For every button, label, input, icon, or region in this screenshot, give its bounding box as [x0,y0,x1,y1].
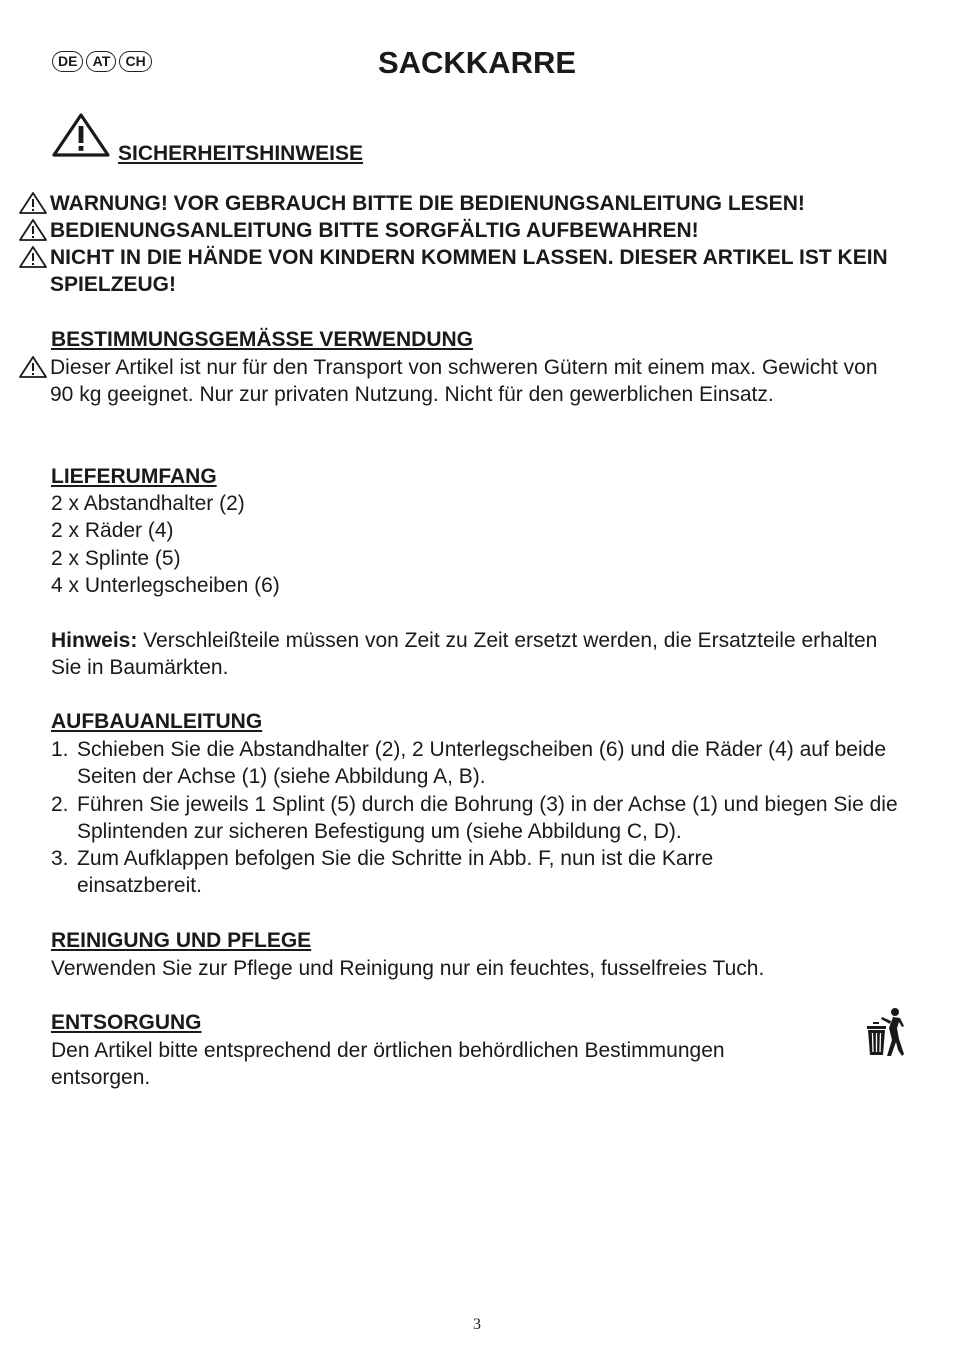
assembly-heading: AUFBAUANLEITUNG [51,710,263,733]
intended-use-text: Dieser Artikel ist nur für den Transport von schweren Gütern mit einem max. Gewicht von 90 kg geeignet. Nur zur privaten Nutzung. Nicht für den gewerblichen Einsatz. [50,356,878,407]
warning-text: NICHT IN DIE HÄNDE VON KINDERN KOMMEN LASSEN. DIESER ARTIKEL IST KEIN SPIELZEUG! [50,246,888,297]
warning-text: BEDIENUNGSANLEITUNG BITTE SORGFÄLTIG AUFBEWAHREN! [50,219,699,242]
step-number: 1. [51,738,69,761]
assembly-steps [51,736,901,900]
list-item: 2 x Abstandhalter (2) [51,492,245,515]
page-title: SACKKARRE [377,45,577,80]
step-number: 2. [51,792,69,816]
intended-use-item [18,354,885,409]
warning-icon [18,244,50,270]
scope-heading: LIEFERUMFANG [51,465,217,488]
warning-icon [18,190,50,216]
assembly-step [51,791,901,846]
warning-item [18,244,910,299]
disposal-text: Den Artikel bitte entsprechend der örtlichen behördlichen Bestimmungen entsorgen. [51,1039,725,1090]
warning-item [18,217,910,244]
safety-heading [51,112,363,165]
step-text: Führen Sie jeweils 1 Splint (5) durch die Bohrung (3) in der Achse (1) und biegen Sie die Splintenden zur sicheren Befestigung um (siehe Abbildung C, D). [77,792,898,843]
list-item: 4 x Unterlegscheiben (6) [51,573,280,597]
warning-text: WARNUNG! VOR GEBRAUCH BITTE DIE BEDIENUNGSANLEITUNG LESEN! [50,192,805,215]
warning-item [18,190,910,217]
note-text: Verschleißteile müssen von Zeit zu Zeit ersetzt werden, die Ersatzteile erhalten Sie in Baumärkten. [51,629,878,680]
assembly-step [51,845,901,900]
country-badge-de: DE [52,51,83,72]
country-badge-at: AT [86,51,116,72]
list-item: 2 x Räder (4) [51,519,174,543]
page-number: 3 [473,1316,481,1333]
large-warning-icon [51,112,111,165]
warning-icon [18,217,50,243]
scope-list [51,490,280,599]
note-paragraph [51,627,901,682]
cleaning-text: Verwenden Sie zur Pflege und Reinigung nur ein feuchtes, fusselfreies Tuch. [51,957,765,980]
warning-icon [18,354,50,380]
step-text: Schieben Sie die Abstandhalter (2), 2 Unterlegscheiben (6) und die Räder (4) auf beide Seiten der Achse (1) (siehe Abbildung A, B). [77,738,887,789]
step-number: 3. [51,847,69,871]
list-item: 2 x Splinte (5) [51,546,181,570]
step-text: Zum Aufklappen befolgen Sie die Schritte in Abb. F, nun ist die Karre einsatzbereit. [77,847,714,898]
country-badge-ch: CH [119,51,151,72]
assembly-step [51,736,901,791]
intended-use-heading: BESTIMMUNGSGEMÄSSE VERWENDUNG [51,328,473,351]
safety-heading-label: SICHERHEITSHINWEISE [118,142,364,165]
cleaning-heading: REINIGUNG UND PFLEGE [51,929,312,952]
disposal-heading: ENTSORGUNG [51,1011,202,1034]
note-label: Hinweis: [51,629,138,652]
dispose-in-bin-icon [864,1006,906,1065]
